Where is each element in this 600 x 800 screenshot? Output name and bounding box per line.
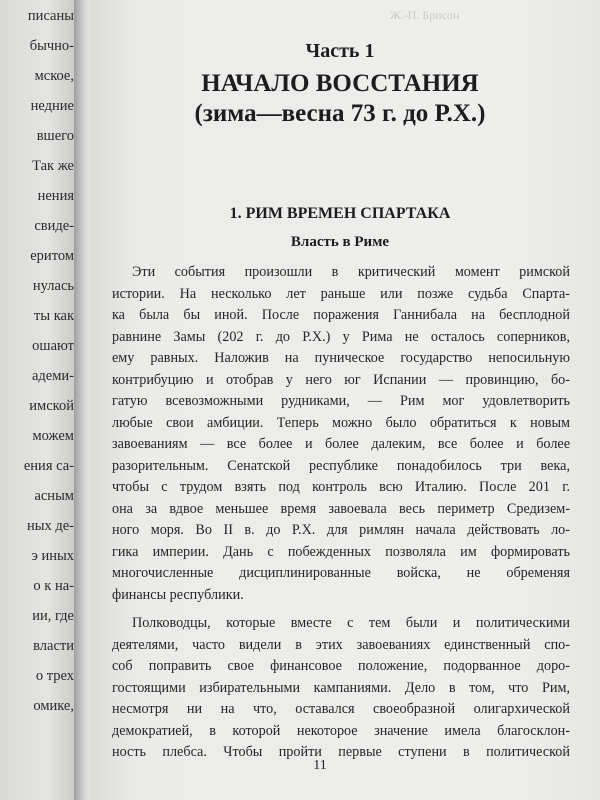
body-text-line: несмотря ни на что, оставался своеобразной олигархической [112,701,570,717]
left-page-fragment: ты как [33,308,74,324]
left-page-fragment: писаны [27,8,74,24]
body-text-line: демократией, в которой некоторое значение имела благосклон- [112,722,570,739]
body-text-line: разорительным. Сенатской республике понадобилось три века, [112,457,570,474]
right-page [90,0,600,800]
body-text-line: ность плебса. Чтобы пройти первые ступени в политической [112,744,570,760]
part-title: Часть 1 [305,40,375,62]
body-text-line: финансы республики. [112,586,244,603]
left-page-fragment: еритом [30,248,74,264]
body-text-line: любые свои амбиции. Теперь можно было обратиться к новым [112,414,570,431]
body-text-line: ного моря. Во II в. до Р.Х. для римлян начала действовать ло- [112,522,570,538]
left-page-fragment: Так же [32,158,74,174]
body-text-line: деятелями, часто видели в этих завоеваниях единственный спо- [112,636,570,653]
left-page-fragment: ения са- [23,458,74,474]
show-through-header: Ж.-П. Брисон [390,8,460,22]
left-page-fragment: вшего [36,128,74,144]
left-page-fragment: недние [30,98,74,114]
subsection-title: Власть в Риме [290,234,390,250]
left-page-fragment: имской [29,398,74,414]
left-page-fragment: нулась [32,278,74,294]
body-text-line: контрибуцию и отобрав у него юг Испании — провинцию, бо- [112,371,570,388]
body-text-line: чтобы с трудом взять под контроль всю Италию. После 201 г. [112,479,570,495]
body-text-line: завоеваниям — все более и более далеким, все более и более [112,436,570,452]
left-page-fragment: свиде- [34,218,74,234]
left-page-fragment: о трех [35,668,74,684]
left-page-fragment: э иных [31,548,74,564]
left-page-fragment: адеми- [31,368,74,384]
left-page-fragment: о к на- [33,578,74,594]
body-text-line: Полководцы, которые вместе с тем были и политическими [132,615,570,631]
body-text-line: ка была бы иной. После поражения Ганнибала на бесплодной [112,307,570,323]
left-page-edge [0,0,78,800]
left-page-fragment: нения [37,188,74,204]
left-page-fragment: омике, [33,698,74,714]
left-page-fragment: асным [34,488,74,504]
body-text-line: ему равных. Наложив на пуническое государство непосильную [112,350,570,366]
page-number: 11 [313,758,327,773]
left-page-fragment: ных де- [26,518,74,534]
body-text-line: гика империи. Дань с побежденных позволяла им формировать [112,543,570,560]
left-page-fragment: ошают [32,338,74,354]
left-page-fragment: власти [33,638,74,654]
body-text-line: истории. На несколько лет раньше или позже судьба Спарта- [112,285,570,302]
body-text-line: Эти события произошли в критический момент римской [132,264,570,280]
body-text-line: гостоящими избирательными кампаниями. Дело в том, что Рим, [112,679,570,696]
left-page-fragment: бычно- [29,38,74,54]
left-page-fragment: мское, [34,68,74,84]
section-title: 1. РИМ ВРЕМЕН СПАРТАКА [229,205,451,222]
body-text-line: многочисленные дисциплинированные войска, не обременяя [112,565,570,581]
body-text-line: соб поправить свое финансовое положение, подорванное доро- [112,658,570,674]
body-text-line: гатую всевозможными рудниками, — Рим мог удовлетворить [112,393,570,409]
left-page-fragment: можем [32,428,74,444]
left-page-fragment: ии, где [32,608,74,624]
chapter-title: НАЧАЛО ВОССТАНИЯ [201,70,479,97]
chapter-date-range: (зима—весна 73 г. до Р.Х.) [194,100,486,127]
body-text-line: она за вдвое меньшее время завоевала весь периметр Средизем- [112,500,570,517]
body-text-line: равнине Замы (202 г. до Р.Х.) у Рима не осталось соперников, [112,328,570,345]
